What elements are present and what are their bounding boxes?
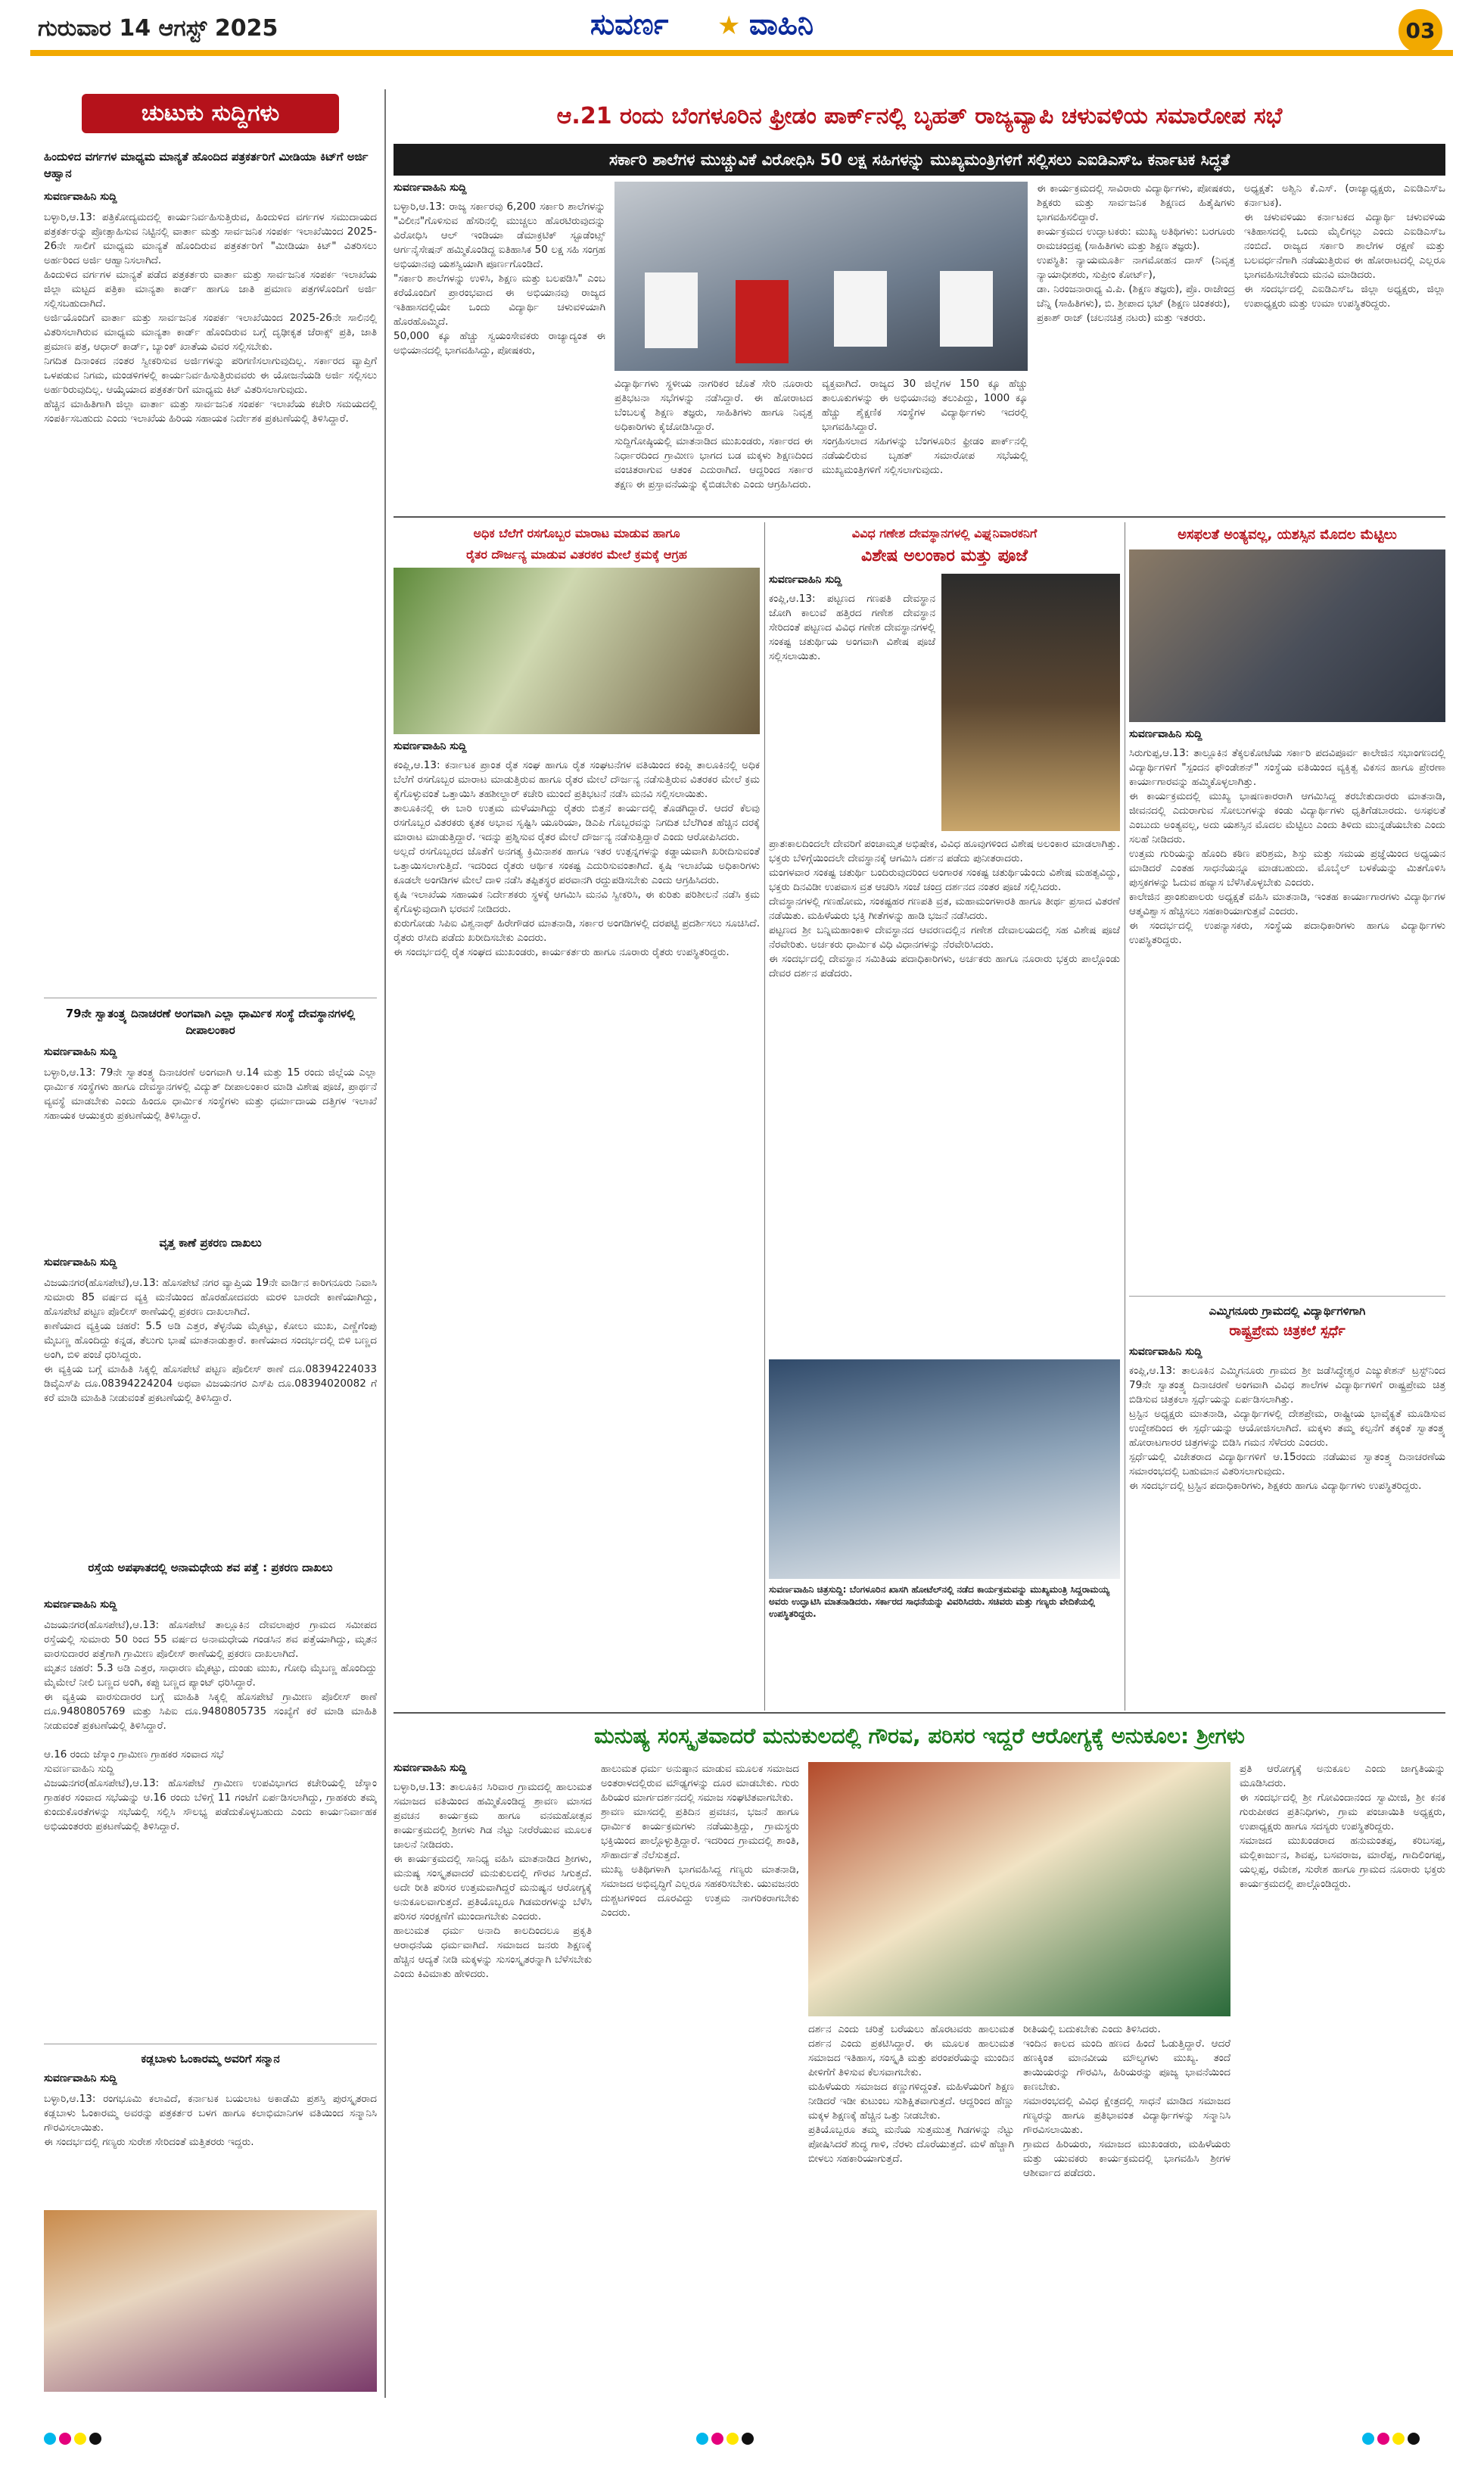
ganesha-byline: ಸುವರ್ಣವಾಹಿನಿ ಸುದ್ದಿ bbox=[769, 574, 842, 586]
issue-date: ಗುರುವಾರ 14 ಆಗಸ್ಟ್ 2025 bbox=[38, 15, 278, 42]
lead-col3: ವ್ಯಕ್ತವಾಗಿದೆ. ರಾಜ್ಯದ 30 ಜಿಲ್ಲೆಗಳ 150 ಕ್ಕೂ ಹೆಚ್ಚು ತಾಲೂಕುಗಳನ್ನು ಈ ಅಭಿಯಾನವು ತಲುಪಿದ್ದು, 1000 ಕ್ಕೂ ಹೆಚ್ಚು ಶೈಕ್ಷಣಿಕ ಸಂಸ್ಥೆಗಳ ವಿದ್ಯಾರ್ಥಿಗಳು ಇದರಲ್ಲಿ ಭಾಗವಹಿಸಿದ್ದಾರೆ. ಸಂಗ್ರಹಿಸಲಾದ ಸಹಿಗಳನ್ನು ಬೆಂಗಳೂರಿನ ಫ್ರೀಡಂ ಪಾರ್ಕ್‌ನಲ್ಲಿ ನಡೆಯಲಿರುವ ಬೃಹತ್ ಸಮಾರೋಪ ಸಭೆಯಲ್ಲಿ ಮುಖ್ಯಮಂತ್ರಿಗಳಿಗೆ ಸಲ್ಲಿಸಲಾಗುವುದು. bbox=[822, 378, 1028, 476]
registration-marks-left bbox=[44, 2433, 142, 2448]
left-story3-byline: ಸುವರ್ಣವಾಹಿನಿ ಸುದ್ದಿ bbox=[44, 1256, 117, 1269]
art-headline-line2: ರಾಷ್ಟ್ರಪ್ರೇಮ ಚಿತ್ರಕಲೆ ಸ್ಪರ್ಧೆ bbox=[1229, 1323, 1346, 1339]
left-story2-headline: 79ನೇ ಸ್ವಾತಂತ್ರ್ಯ ದಿನಾಚರಣೆ ಅಂಗವಾಗಿ ಎಲ್ಲಾ ಧಾರ್ಮಿಕ ಸಂಸ್ಥೆ ದೇವಸ್ಥಾನಗಳಲ್ಲಿ ದೀಪಾಲಂಕಾರ bbox=[65, 1007, 356, 1037]
placard-centre bbox=[736, 280, 789, 363]
masthead-left: ಸುವರ್ಣ bbox=[590, 8, 669, 41]
ganesha-idol-photo bbox=[941, 574, 1120, 831]
left-story1-body: ಬಳ್ಳಾರಿ,ಆ.13: ಪತ್ರಿಕೋದ್ಯಮದಲ್ಲಿ ಕಾರ್ಯನಿರ್ವಹಿಸುತ್ತಿರುವ, ಹಿಂದುಳಿದ ವರ್ಗಗಳ ಸಮುದಾಯದ ಪತ್ರಕರ್ತರನ್ನು ಪ್ರೋತ್ಸಾಹಿಸುವ ನಿಟ್ಟಿನಲ್ಲಿ ವಾರ್ತಾ ಮತ್ತು ಸಾರ್ವಜನಿಕ ಸಂಪರ್ಕ ಇಲಾಖೆಯಿಂದ 2025-26ನೇ ಸಾಲಿಗೆ ಮಾಧ್ಯಮ ಮಾನ್ಯತೆ ಹೊಂದಿರುವ ಪತ್ರಕರ್ತರಿಗೆ "ಮೀಡಿಯಾ ಕಿಟ್" ವಿತರಿಸಲು ಅರ್ಹರಿಂದ ಅರ್ಜಿ ಆಹ್ವಾನಿಸಲಾಗಿದೆ. ಹಿಂದುಳಿದ ವರ್ಗಗಳ ಮಾನ್ಯತೆ ಪಡೆದ ಪತ್ರಕರ್ತರು ವಾರ್ತಾ ಮತ್ತು ಸಾರ್ವಜನಿಕ ಸಂಪರ್ಕ ಇಲಾಖೆಯ ಜಿಲ್ಲಾ ಮಟ್ಟದ ಪತ್ರಿಕಾ ಮಾನ್ಯತಾ ಕಾರ್ಡ್ ಹಾಗೂ ಜಾತಿ ಪ್ರಮಾಣ ಪತ್ರಗಳೊಂದಿಗೆ ಅರ್ಜಿ ಸಲ್ಲಿಸಬಹುದಾಗಿದೆ. ಅರ್ಜಿಯೊಂದಿಗೆ ವಾರ್ತಾ ಮತ್ತು ಸಾರ್ವಜನಿಕ ಸಂಪರ್ಕ ಇಲಾಖೆಯಿಂದ 2025-26ನೇ ಸಾಲಿನಲ್ಲಿ ವಿತರಿಸಲಾಗಿರುವ ಮಾಧ್ಯಮ ಮಾನ್ಯತಾ ಕಾರ್ಡ್ ಹೊಂದಿರುವ ಬಗ್ಗೆ ದೃಢೀಕೃತ ಜೆರಾಕ್ಸ್ ಪ್ರತಿ, ಜಾತಿ ಪ್ರಮಾಣ ಪತ್ರ, ಆಧಾರ್ ಕಾರ್ಡ್, ಬ್ಯಾಂಕ್ ಖಾತೆಯ ವಿವರ ಸಲ್ಲಿಸಬೇಕು. ನಿಗದಿತ ದಿನಾಂಕದ ನಂತರ ಸ್ವೀಕರಿಸುವ ಅರ್ಜಿಗಳನ್ನು ಪರಿಗಣಿಸಲಾಗುವುದಿಲ್ಲ. ಸರ್ಕಾರದ ವ್ಯಾಪ್ತಿಗೆ ಒಳಪಡುವ ನಿಗಮ, ಮಂಡಳಿಗಳಲ್ಲಿ ಕಾರ್ಯನಿರ್ವಹಿಸುತ್ತಿರುವವರು ಈ ಯೋಜನೆಯಡಿ ಅರ್ಜಿ ಸಲ್ಲಿಸಲು ಅರ್ಹರಿರುವುದಿಲ್ಲ. ಆಯ್ಕೆಯಾದ ಪತ್ರಕರ್ತರಿಗೆ ಮಾಧ್ಯಮ ಕಿಟ್ ವಿತರಿಸಲಾಗುವುದು. ಹೆಚ್ಚಿನ ಮಾಹಿತಿಗಾಗಿ ಜಿಲ್ಲಾ ವಾರ್ತಾ ಮತ್ತು ಸಾರ್ವಜನಿಕ ಸಂಪರ್ಕ ಇಲಾಖೆಯ ಕಚೇರಿ ಸಮಯದಲ್ಲಿ ಸಂಪರ್ಕಿಸಬಹುದು ಎಂದು ಇಲಾಖೆಯ ಹಿರಿಯ ಸಹಾಯಕ ನಿರ್ದೇಶಕ ಪ್ರಕಟಣೆಯಲ್ಲಿ ತಿಳಿಸಿದ್ದಾರೆ. bbox=[44, 211, 377, 425]
lead-col4: ಈ ಕಾರ್ಯಕ್ರಮದಲ್ಲಿ ಸಾವಿರಾರು ವಿದ್ಯಾರ್ಥಿಗಳು, ಪೋಷಕರು, ಶಿಕ್ಷಕರು ಮತ್ತು ಸಾರ್ವಜನಿಕ ಶಿಕ್ಷಣದ ಹಿತೈಷಿಗಳು ಭಾಗವಹಿಸಲಿದ್ದಾರೆ. ಕಾರ್ಯಕ್ರಮದ ಉದ್ಘಾಟಕರು: ಮುಖ್ಯ ಅತಿಥಿಗಳು: ಬರಗೂರು ರಾಮಚಂದ್ರಪ್ಪ (ಸಾಹಿತಿಗಳು ಮತ್ತು ಶಿಕ್ಷಣ ತಜ್ಞರು). ಉಪಸ್ಥಿತಿ: ನ್ಯಾಯಮೂರ್ತಿ ನಾಗಮೋಹನ ದಾಸ್ (ನಿವೃತ್ತ ನ್ಯಾಯಾಧೀಶರು, ಸುಪ್ರೀಂ ಕೋರ್ಟ್), ಡಾ. ನಿರಂಜನಾರಾಧ್ಯ ವಿ.ಪಿ. (ಶಿಕ್ಷಣ ತಜ್ಞರು), ಪ್ರೊ. ರಾಜೇಂದ್ರ ಚೆನ್ನಿ (ಸಾಹಿತಿಗಳು), ಬಿ. ಶ್ರೀಪಾದ ಭಟ್ (ಶಿಕ್ಷಣ ಚಿಂತಕರು), ಪ್ರಕಾಶ್ ರಾಜ್ (ಚಲನಚಿತ್ರ ನಟರು) ಮತ್ತು ಇತರರು. bbox=[1037, 182, 1235, 324]
left-story5-byline: ಸುವರ್ಣವಾಹಿನಿ ಸುದ್ದಿ bbox=[44, 2072, 117, 2084]
right-divider bbox=[1129, 1296, 1445, 1297]
cm-event-caption: ಸುವರ್ಣವಾಹಿನಿ ಚಿತ್ರಸುದ್ದಿ: ಬೆಂಗಳೂರಿನ ಖಾಸಗಿ ಹೋಟೆಲ್‌ನಲ್ಲಿ ನಡೆದ ಕಾರ್ಯಕ್ರಮವನ್ನು ಮುಖ್ಯಮಂತ್ರಿ ಸಿದ್ದರಾಮಯ್ಯ ಅವರು ಉದ್ಘಾಟಿಸಿ ಮಾತನಾಡಿದರು. ಸರ್ಕಾರದ ಸಾಧನೆಯನ್ನು ವಿವರಿಸಿದರು. ಸಚಿವರು ಮತ್ತು ಗಣ್ಯರು ವೇದಿಕೆಯಲ್ಲಿ ಉಪಸ್ಥಿತರಿದ್ದರು. bbox=[769, 1584, 1110, 1619]
column-rule-mid1 bbox=[764, 522, 765, 1711]
farmers-headline-line2: ರೈತರ ದೌರ್ಜನ್ಯ ಮಾಡುವ ವಿತರಕರ ಮೇಲೆ ಕ್ರಮಕ್ಕೆ ಆಗ್ರಹ bbox=[466, 547, 687, 562]
registration-marks-centre bbox=[696, 2433, 795, 2448]
lead-col1: ಬಳ್ಳಾರಿ,ಆ.13: ರಾಜ್ಯ ಸರ್ಕಾರವು 6,200 ಸರ್ಕಾರಿ ಶಾಲೆಗಳನ್ನು "ವಿಲೀನ"ಗೊಳಿಸುವ ಹೆಸರಿನಲ್ಲಿ ಮುಚ್ಚಲು ಹೊರಟಿರುವುದನ್ನು ವಿರೋಧಿಸಿ ಆಲ್ ಇಂಡಿಯಾ ಡೆಮಾಕ್ರಟಿಕ್ ಸ್ಟೂಡೆಂಟ್ಸ್ ಆರ್ಗನೈಸೇಷನ್ ಹಮ್ಮಿಕೊಂಡಿದ್ದ ಐತಿಹಾಸಿಕ 50 ಲಕ್ಷ ಸಹಿ ಸಂಗ್ರಹ ಅಭಿಯಾನವು ಯಶಸ್ವಿಯಾಗಿ ಪೂರ್ಣಗೊಂಡಿದೆ. "ಸರ್ಕಾರಿ ಶಾಲೆಗಳನ್ನು ಉಳಿಸಿ, ಶಿಕ್ಷಣ ಮತ್ತು ಬಲಪಡಿಸಿ" ಎಂಬ ಕರೆಯೊಂದಿಗೆ ಪ್ರಾರಂಭವಾದ ಈ ಅಭಿಯಾನವು ರಾಜ್ಯದ ಇತಿಹಾಸದಲ್ಲಿಯೇ ಒಂದು ವಿದ್ಯಾರ್ಥಿ ಚಳುವಳಿಯಾಗಿ ಹೊರಹೊಮ್ಮಿದೆ. 50,000 ಕ್ಕೂ ಹೆಚ್ಚು ಸ್ವಯಂಸೇವಕರು ರಾಜ್ಯಾದ್ಯಂತ ಈ ಅಭಿಯಾನದಲ್ಲಿ ಭಾಗವಹಿಸಿದ್ದು, ಪೋಷಕರು, bbox=[394, 201, 605, 356]
lead-col2: ವಿದ್ಯಾರ್ಥಿಗಳು ಸ್ಥಳೀಯ ನಾಗರಿಕರ ಜೊತೆ ಸೇರಿ ನೂರಾರು ಪ್ರತಿಭಟನಾ ಸಭೆಗಳನ್ನು ನಡೆಸಿದ್ದಾರೆ. ಈ ಹೋರಾಟದ ಬೆಂಬಲಕ್ಕೆ ಶಿಕ್ಷಣ ತಜ್ಞರು, ಸಾಹಿತಿಗಳು ಹಾಗೂ ನಿವೃತ್ತ ಅಧಿಕಾರಿಗಳು ಕೈಜೋಡಿಸಿದ್ದಾರೆ. ಸುದ್ದಿಗೋಷ್ಠಿಯಲ್ಲಿ ಮಾತನಾಡಿದ ಮುಖಂಡರು, ಸರ್ಕಾರದ ಈ ನಿರ್ಧಾರದಿಂದ ಗ್ರಾಮೀಣ ಭಾಗದ ಬಡ ಮಕ್ಕಳು ಶಿಕ್ಷಣದಿಂದ ವಂಚಿತರಾಗುವ ಆತಂಕ ಎದುರಾಗಿದೆ. ಆದ್ದರಿಂದ ಸರ್ಕಾರ ತಕ್ಷಣ ಈ ಪ್ರಸ್ತಾವನೆಯನ್ನು ಕೈಬಿಡಬೇಕು ಎಂದು ಆಗ್ರಹಿಸಿದರು. bbox=[614, 378, 813, 490]
art-body: ಕಂಪ್ಲಿ,ಆ.13: ತಾಲೂಕಿನ ಎಮ್ಮಿಗನೂರು ಗ್ರಾಮದ ಶ್ರೀ ಜಡೆಸಿದ್ಧೇಶ್ವರ ಎಜ್ಯುಕೇಶನ್ ಟ್ರಸ್ಟ್‌ನಿಂದ 79ನೇ ಸ್ವಾತಂತ್ರ್ಯ ದಿನಾಚರಣೆ ಅಂಗವಾಗಿ ವಿವಿಧ ಶಾಲೆಗಳ ವಿದ್ಯಾರ್ಥಿಗಳಿಗೆ ರಾಷ್ಟ್ರಪ್ರೇಮ ಚಿತ್ರ ಬಿಡಿಸುವ ಚಿತ್ರಕಲಾ ಸ್ಪರ್ಧೆಯನ್ನು ಏರ್ಪಡಿಸಲಾಗಿತ್ತು. ಟ್ರಸ್ಟಿನ ಅಧ್ಯಕ್ಷರು ಮಾತನಾಡಿ, ವಿದ್ಯಾರ್ಥಿಗಳಲ್ಲಿ ದೇಶಪ್ರೇಮ, ರಾಷ್ಟ್ರೀಯ ಭಾವೈಕ್ಯತೆ ಮೂಡಿಸುವ ಉದ್ದೇಶದಿಂದ ಈ ಸ್ಪರ್ಧೆಯನ್ನು ಆಯೋಜಿಸಲಾಗಿದೆ. ಮಕ್ಕಳು ತಮ್ಮ ಕಲ್ಪನೆಗೆ ತಕ್ಕಂತೆ ಸ್ವಾತಂತ್ರ್ಯ ಹೋರಾಟಗಾರರ ಚಿತ್ರಗಳನ್ನು ಬಿಡಿಸಿ ಗಮನ ಸೆಳೆದರು ಎಂದರು. ಸ್ಪರ್ಧೆಯಲ್ಲಿ ವಿಜೇತರಾದ ವಿದ್ಯಾರ್ಥಿಗಳಿಗೆ ಆ.15ರಂದು ನಡೆಯುವ ಸ್ವಾತಂತ್ರ್ಯ ದಿನಾಚರಣೆಯ ಸಮಾರಂಭದಲ್ಲಿ ಬಹುಮಾನ ವಿತರಿಸಲಾಗುವುದು. ಈ ಸಂದರ್ಭದಲ್ಲಿ ಟ್ರಸ್ಟಿನ ಪದಾಧಿಕಾರಿಗಳು, ಶಿಕ್ಷಕರು ಹಾಗೂ ವಿದ್ಯಾರ್ಥಿಗಳು ಉಪಸ್ಥಿತರಿದ್ದರು. bbox=[1129, 1365, 1445, 1492]
placard-right-2 bbox=[940, 271, 993, 347]
bottom-col3: ದರ್ಶನ ಎಂದು ಚರಿತ್ರೆ ಬರೆಯಲು ಹೊರಟವರು ಹಾಲುಮತ ದರ್ಶನ ಎಂದು ಪ್ರಕಟಿಸಿದ್ದಾರೆ. ಈ ಮೂಲಕ ಹಾಲುಮತ ಸಮಾಜದ ಇತಿಹಾಸ, ಸಂಸ್ಕೃತಿ ಮತ್ತು ಪರಂಪರೆಯನ್ನು ಮುಂದಿನ ಪೀಳಿಗೆಗೆ ತಿಳಿಸುವ ಕೆಲಸವಾಗಬೇಕು. ಮಹಿಳೆಯರು ಸಮಾಜದ ಕಣ್ಣುಗಳಿದ್ದಂತೆ. ಮಹಿಳೆಯರಿಗೆ ಶಿಕ್ಷಣ ನೀಡಿದರೆ ಇಡೀ ಕುಟುಂಬ ಸುಶಿಕ್ಷಿತವಾಗುತ್ತದೆ. ಆದ್ದರಿಂದ ಹೆಣ್ಣು ಮಕ್ಕಳ ಶಿಕ್ಷಣಕ್ಕೆ ಹೆಚ್ಚಿನ ಒತ್ತು ನೀಡಬೇಕು. ಪ್ರತಿಯೊಬ್ಬರೂ ತಮ್ಮ ಮನೆಯ ಸುತ್ತಮುತ್ತ ಗಿಡಗಳನ್ನು ನೆಟ್ಟು ಪೋಷಿಸಿದರೆ ಶುದ್ಧ ಗಾಳಿ, ನೆರಳು ದೊರೆಯುತ್ತದೆ. ಮಳೆ ಹೆಚ್ಚಾಗಿ ಬೀಳಲು ಸಹಕಾರಿಯಾಗುತ್ತದೆ. bbox=[808, 2023, 1014, 2165]
header-bar bbox=[30, 50, 1453, 56]
art-headline-line1: ಎಮ್ಮಿಗನೂರು ಗ್ರಾಮದಲ್ಲಿ ವಿದ್ಯಾರ್ಥಿಗಳಿಗಾಗಿ bbox=[1209, 1304, 1366, 1318]
column-rule-left bbox=[384, 89, 386, 2398]
left-story2-body: ಬಳ್ಳಾರಿ,ಆ.13: 79ನೇ ಸ್ವಾತಂತ್ರ್ಯ ದಿನಾಚರಣೆ ಅಂಗವಾಗಿ ಆ.14 ಮತ್ತು 15 ರಂದು ಜಿಲ್ಲೆಯ ಎಲ್ಲಾ ಧಾರ್ಮಿಕ ಸಂಸ್ಥೆಗಳು ಹಾಗೂ ದೇವಸ್ಥಾನಗಳಲ್ಲಿ ವಿದ್ಯುತ್ ದೀಪಾಲಂಕಾರ ಮಾಡಿ ವಿಶೇಷ ಪೂಜೆ, ಪ್ರಾರ್ಥನೆ ವ್ಯವಸ್ಥೆ ಮಾಡಬೇಕು ಎಂದು ಹಿಂದೂ ಧಾರ್ಮಿಕ ಸಂಸ್ಥೆಗಳು ಮತ್ತು ಧರ್ಮಾದಾಯ ದತ್ತಿಗಳ ಇಲಾಖೆ ಸಹಾಯಕ ಆಯುಕ್ತರು ಪ್ರಕಟಣೆಯಲ್ಲಿ ತಿಳಿಸಿದ್ದಾರೆ. bbox=[44, 1066, 377, 1122]
left-story1-headline: ಹಿಂದುಳಿದ ವರ್ಗಗಳ ಮಾಧ್ಯಮ ಮಾನ್ಯತೆ ಹೊಂದಿದ ಪತ್ರಕರ್ತರಿಗೆ ಮೀಡಿಯಾ ಕಿಟ್‌ಗೆ ಅರ್ಜಿ ಆಹ್ವಾನ bbox=[44, 150, 369, 180]
felicitation-photo bbox=[44, 2210, 377, 2392]
bottom-col1: ಬಳ್ಳಾರಿ,ಆ.13: ತಾಲೂಕಿನ ಸಿರಿವಾರ ಗ್ರಾಮದಲ್ಲಿ ಹಾಲುಮತ ಸಮಾಜದ ವತಿಯಿಂದ ಹಮ್ಮಿಕೊಂಡಿದ್ದ ಶ್ರಾವಣ ಮಾಸದ ಪ್ರವಚನ ಕಾರ್ಯಕ್ರಮ ಹಾಗೂ ವನಮಹೋತ್ಸವ ಕಾರ್ಯಕ್ರಮದಲ್ಲಿ ಶ್ರೀಗಳು ಗಿಡ ನೆಟ್ಟು ನೀರೆರೆಯುವ ಮೂಲಕ ಚಾಲನೆ ನೀಡಿದರು. ಈ ಕಾರ್ಯಕ್ರಮದಲ್ಲಿ ಸಾನಿಧ್ಯ ವಹಿಸಿ ಮಾತನಾಡಿದ ಶ್ರೀಗಳು, ಮನುಷ್ಯ ಸಂಸ್ಕೃತವಾದರೆ ಮನುಕುಲದಲ್ಲಿ ಗೌರವ ಸಿಗುತ್ತದೆ. ಅದೇ ರೀತಿ ಪರಿಸರ ಉತ್ತಮವಾಗಿದ್ದರೆ ಮನುಷ್ಯನ ಆರೋಗ್ಯಕ್ಕೆ ಅನುಕೂಲವಾಗುತ್ತದೆ. ಪ್ರತಿಯೊಬ್ಬರೂ ಗಿಡಮರಗಳನ್ನು ಬೆಳೆಸಿ ಪರಿಸರ ಸಂರಕ್ಷಣೆಗೆ ಮುಂದಾಗಬೇಕು ಎಂದರು. ಹಾಲುಮತ ಧರ್ಮ ಅನಾದಿ ಕಾಲದಿಂದಲೂ ಪ್ರಕೃತಿ ಆರಾಧನೆಯ ಧರ್ಮವಾಗಿದೆ. ಸಮಾಜದ ಜನರು ಶಿಕ್ಷಣಕ್ಕೆ ಹೆಚ್ಚಿನ ಆದ್ಯತೆ ನೀಡಿ ಮಕ್ಕಳನ್ನು ಸುಸಂಸ್ಕೃತರನ್ನಾಗಿ ಬೆಳೆಸಬೇಕು ಎಂದು ಕಿವಿಮಾತು ಹೇಳಿದರು. bbox=[394, 1781, 592, 1980]
left-story4-byline: ಸುವರ್ಣವಾಹಿನಿ ಸುದ್ದಿ bbox=[44, 1599, 117, 1611]
masthead bbox=[590, 5, 908, 50]
lead-headline: ಆ.21 ರಂದು ಬೆಂಗಳೂರಿನ ಫ್ರೀಡಂ ಪಾರ್ಕ್‌ನಲ್ಲಿ ಬೃಹತ್ ರಾಜ್ಯವ್ಯಾಪಿ ಚಳುವಳಿಯ ಸಮಾರೋಪ ಸಭೆ bbox=[556, 103, 1283, 129]
workshop-photo bbox=[1129, 550, 1445, 722]
art-byline: ಸುವರ್ಣವಾಹಿನಿ ಸುದ್ದಿ bbox=[1129, 1346, 1202, 1358]
farmers-headline-line1: ಅಧಿಕ ಬೆಲೆಗೆ ರಸಗೊಬ್ಬರ ಮಾರಾಟ ಮಾಡುವ ಹಾಗೂ bbox=[473, 526, 680, 540]
placard-left bbox=[645, 272, 698, 348]
left-story4-body: ವಿಜಯನಗರ(ಹೊಸಪೇಟೆ),ಆ.13: ಹೊಸಪೇಟೆ ತಾಲ್ಲೂಕಿನ ದೇವಲಾಪುರ ಗ್ರಾಮದ ಸಮೀಪದ ರಸ್ತೆಯಲ್ಲಿ ಸುಮಾರು 50 ರಿಂದ 55 ವರ್ಷದ ಅನಾಮಧೇಯ ಗಂಡಸಿನ ಶವ ಪತ್ತೆಯಾಗಿದ್ದು, ಮೃತನ ವಾರಸುದಾರರ ಪತ್ತೆಗಾಗಿ ಗ್ರಾಮೀಣ ಪೊಲೀಸ್ ಠಾಣೆಯಲ್ಲಿ ಪ್ರಕರಣ ದಾಖಲಾಗಿದೆ. ಮೃತನ ಚಹರೆ: 5.3 ಅಡಿ ಎತ್ತರ, ಸಾಧಾರಣ ಮೈಕಟ್ಟು, ದುಂಡು ಮುಖ, ಗೋಧಿ ಮೈಬಣ್ಣ ಹೊಂದಿದ್ದು ಮೈಮೇಲೆ ನೀಲಿ ಬಣ್ಣದ ಅಂಗಿ, ಕಪ್ಪು ಬಣ್ಣದ ಪ್ಯಾಂಟ್ ಧರಿಸಿದ್ದಾರೆ. ಈ ವ್ಯಕ್ತಿಯ ವಾರಸುದಾರರ ಬಗ್ಗೆ ಮಾಹಿತಿ ಸಿಕ್ಕಲ್ಲಿ ಹೊಸಪೇಟೆ ಗ್ರಾಮೀಣ ಪೊಲೀಸ್ ಠಾಣೆ ದೂ.9480805769 ಮತ್ತು ಸಿಪಿಐ ದೂ.9480805735 ಸಂಖ್ಯೆಗೆ ಕರೆ ಮಾಡಿ ಮಾಹಿತಿ ನೀಡುವಂತೆ ಪ್ರಕಟಣೆಯಲ್ಲಿ ತಿಳಿಸಿದ್ದಾರೆ. ಆ.16 ರಂದು ಜೆಸ್ಕಾಂ ಗ್ರಾಮೀಣ ಗ್ರಾಹಕರ ಸಂವಾದ ಸಭೆ ಸುವರ್ಣವಾಹಿನಿ ಸುದ್ದಿ ವಿಜಯನಗರ(ಹೊಸಪೇಟೆ),ಆ.13: ಹೊಸಪೇಟೆ ಗ್ರಾಮೀಣ ಉಪವಿಭಾಗದ ಕಚೇರಿಯಲ್ಲಿ ಜೆಸ್ಕಾಂ ಗ್ರಾಹಕರ ಸಂವಾದ ಸಭೆಯನ್ನು ಆ.16 ರಂದು ಬೆಳಿಗ್ಗೆ 11 ಗಂಟೆಗೆ ಏರ್ಪಡಿಸಲಾಗಿದ್ದು, ಗ್ರಾಹಕರು ತಮ್ಮ ಕುಂದುಕೊರತೆಗಳನ್ನು ಸಭೆಯಲ್ಲಿ ಸಲ್ಲಿಸಿ ಸೌಲಭ್ಯ ಪಡೆದುಕೊಳ್ಳಬಹುದು ಎಂದು ಕಾರ್ಯನಿರ್ವಾಹಕ ಅಭಿಯಂತರರು ಪ್ರಕಟಣೆಯಲ್ಲಿ ತಿಳಿಸಿದ್ದಾರೆ. bbox=[44, 1619, 377, 1832]
tree-planting-photo bbox=[808, 1762, 1230, 2016]
lead-col5: ಅಧ್ಯಕ್ಷತೆ: ಅಶ್ವಿನಿ ಕೆ.ಎಸ್. (ರಾಜ್ಯಾಧ್ಯಕ್ಷರು, ಎಐಡಿಎಸ್‌ಒ ಕರ್ನಾಟಕ). ಈ ಚಳುವಳಿಯು ಕರ್ನಾಟಕದ ವಿದ್ಯಾರ್ಥಿ ಚಳುವಳಿಯ ಇತಿಹಾಸದಲ್ಲಿ ಒಂದು ಮೈಲಿಗಲ್ಲು ಎಂದು ಎಐಡಿಎಸ್‌ಒ ನಂಬಿದೆ. ರಾಜ್ಯದ ಸರ್ಕಾರಿ ಶಾಲೆಗಳ ರಕ್ಷಣೆ ಮತ್ತು ಬಲವರ್ಧನೆಗಾಗಿ ನಡೆಯುತ್ತಿರುವ ಈ ಹೋರಾಟದಲ್ಲಿ ಎಲ್ಲರೂ ಭಾಗವಹಿಸಬೇಕೆಂದು ಮನವಿ ಮಾಡಿದರು. ಈ ಸಂದರ್ಭದಲ್ಲಿ ಎಐಡಿಎಸ್‌ಒ ಜಿಲ್ಲಾ ಅಧ್ಯಕ್ಷರು, ಜಿಲ್ಲಾ ಉಪಾಧ್ಯಕ್ಷರು ಮತ್ತು ಉಮಾ ಉಪಸ್ಥಿತರಿದ್ದರು. bbox=[1244, 182, 1445, 310]
registration-marks-right bbox=[1362, 2433, 1461, 2448]
lead-subheadline-bar bbox=[394, 144, 1445, 176]
failure-body: ಸಿರುಗುಪ್ಪ,ಆ.13: ತಾಲ್ಲೂಕಿನ ತೆಕ್ಕಲಕೋಟೆಯ ಸರ್ಕಾರಿ ಪದವಿಪೂರ್ವ ಕಾಲೇಜಿನ ಸಭಾಂಗಣದಲ್ಲಿ ವಿದ್ಯಾರ್ಥಿಗಳಿಗೆ "ಸ್ಪಂದನ ಫೌಂಡೇಶನ್" ಸಂಸ್ಥೆಯ ವತಿಯಿಂದ ವ್ಯಕ್ತಿತ್ವ ವಿಕಸನ ಹಾಗೂ ಪ್ರೇರಣಾ ಕಾರ್ಯಾಗಾರವನ್ನು ಹಮ್ಮಿಕೊಳ್ಳಲಾಗಿತ್ತು. ಈ ಕಾರ್ಯಕ್ರಮದಲ್ಲಿ ಮುಖ್ಯ ಭಾಷಣಕಾರರಾಗಿ ಆಗಮಿಸಿದ್ದ ತರಬೇತುದಾರರು ಮಾತನಾಡಿ, ಜೀವನದಲ್ಲಿ ಎದುರಾಗುವ ಸೋಲುಗಳನ್ನು ಕಂಡು ವಿದ್ಯಾರ್ಥಿಗಳು ಧೃತಿಗೆಡಬಾರದು. ಅಸಫಲತೆ ಎಂಬುದು ಅಂತ್ಯವಲ್ಲ, ಅದು ಯಶಸ್ಸಿನ ಮೊದಲ ಮೆಟ್ಟಿಲು ಎಂದು ತಿಳಿದು ಮುನ್ನಡೆಯಬೇಕು ಎಂದು ಸಲಹೆ ನೀಡಿದರು. ಉತ್ತಮ ಗುರಿಯನ್ನು ಹೊಂದಿ ಕಠಿಣ ಪರಿಶ್ರಮ, ಶಿಸ್ತು ಮತ್ತು ಸಮಯ ಪ್ರಜ್ಞೆಯಿಂದ ಅಧ್ಯಯನ ಮಾಡಿದರೆ ಎಂತಹ ಸಾಧನೆಯನ್ನೂ ಮಾಡಬಹುದು. ಮೊಬೈಲ್ ಬಳಕೆಯನ್ನು ಮಿತಗೊಳಿಸಿ ಪುಸ್ತಕಗಳನ್ನು ಓದುವ ಹವ್ಯಾಸ ಬೆಳೆಸಿಕೊಳ್ಳಬೇಕು ಎಂದರು. ಕಾಲೇಜಿನ ಪ್ರಾಂಶುಪಾಲರು ಅಧ್ಯಕ್ಷತೆ ವಹಿಸಿ ಮಾತನಾಡಿ, ಇಂತಹ ಕಾರ್ಯಾಗಾರಗಳು ವಿದ್ಯಾರ್ಥಿಗಳ ಆತ್ಮವಿಶ್ವಾಸ ಹೆಚ್ಚಿಸಲು ಸಹಕಾರಿಯಾಗುತ್ತವೆ ಎಂದರು. ಈ ಸಂದರ್ಭದಲ್ಲಿ ಉಪನ್ಯಾಸಕರು, ಸಂಸ್ಥೆಯ ಪದಾಧಿಕಾರಿಗಳು ಹಾಗೂ ವಿದ್ಯಾರ್ಥಿಗಳು ಉಪಸ್ಥಿತರಿದ್ದರು. bbox=[1129, 747, 1445, 946]
ganesha-headline-line2: ವಿಶೇಷ ಅಲಂಕಾರ ಮತ್ತು ಪೂಜೆ bbox=[860, 546, 1028, 565]
left-story1-byline: ಸುವರ್ಣವಾಹಿನಿ ಸುದ್ದಿ bbox=[44, 191, 117, 203]
lead-divider bbox=[394, 516, 1445, 518]
left-story2-byline: ಸುವರ್ಣವಾಹಿನಿ ಸುದ್ದಿ bbox=[44, 1046, 117, 1058]
left-story3-headline: ವೃತ್ತ ಕಾಣೆ ಪ್ರಕರಣ ದಾಖಲು bbox=[159, 1236, 262, 1250]
ganesha-headline-line1: ವಿವಿಧ ಗಣೇಶ ದೇವಸ್ಥಾನಗಳಲ್ಲಿ ವಿಘ್ನನಿವಾರಕನಿಗೆ bbox=[851, 526, 1038, 540]
ganesha-body: ಪ್ರಾತಃಕಾಲದಿಂದಲೇ ದೇವರಿಗೆ ಪಂಚಾಮೃತ ಅಭಿಷೇಕ, ವಿವಿಧ ಹೂವುಗಳಿಂದ ವಿಶೇಷ ಅಲಂಕಾರ ಮಾಡಲಾಗಿತ್ತು. ಭಕ್ತರು ಬೆಳಿಗ್ಗೆಯಿಂದಲೇ ದೇವಸ್ಥಾನಕ್ಕೆ ಆಗಮಿಸಿ ದರ್ಶನ ಪಡೆದು ಪುನೀತರಾದರು. ಮಂಗಳವಾರ ಸಂಕಷ್ಟ ಚತುರ್ಥಿ ಬಂದಿರುವುದರಿಂದ ಅಂಗಾರಕ ಸಂಕಷ್ಟ ಚತುರ್ಥಿಯೆಂದು ವಿಶೇಷ ಮಹತ್ವವಿದ್ದು, ಭಕ್ತರು ದಿನವಿಡೀ ಉಪವಾಸ ವ್ರತ ಆಚರಿಸಿ ಸಂಜೆ ಚಂದ್ರ ದರ್ಶನದ ನಂತರ ಪೂಜೆ ಸಲ್ಲಿಸಿದರು. ದೇವಸ್ಥಾನಗಳಲ್ಲಿ ಗಣಹೋಮ, ಸಂಕಷ್ಟಹರ ಗಣಪತಿ ವ್ರತ, ಮಹಾಮಂಗಳಾರತಿ ಹಾಗೂ ತೀರ್ಥ ಪ್ರಸಾದ ವಿತರಣೆ ನಡೆಯಿತು. ಮಹಿಳೆಯರು ಭಕ್ತಿ ಗೀತೆಗಳನ್ನು ಹಾಡಿ ಭಜನೆ ನಡೆಸಿದರು. ಪಟ್ಟಣದ ಶ್ರೀ ಬನ್ನಿಮಹಾಂಕಾಳಿ ದೇವಸ್ಥಾನದ ಆವರಣದಲ್ಲಿನ ಗಣೇಶ ದೇವಾಲಯದಲ್ಲಿ ಸಹ ವಿಶೇಷ ಪೂಜೆ ನೆರವೇರಿತು. ಅರ್ಚಕರು ಧಾರ್ಮಿಕ ವಿಧಿ ವಿಧಾನಗಳನ್ನು ನೆರವೇರಿಸಿದರು. ಈ ಸಂದರ್ಭದಲ್ಲಿ ದೇವಸ್ಥಾನ ಸಮಿತಿಯ ಪದಾಧಿಕಾರಿಗಳು, ಅರ್ಚಕರು ಹಾಗೂ ನೂರಾರು ಭಕ್ತರು ಪಾಲ್ಗೊಂಡು ದೇವರ ದರ್ಶನ ಪಡೆದರು. bbox=[769, 838, 1120, 979]
page-number: 03 bbox=[1398, 9, 1442, 53]
left-story3-body: ವಿಜಯನಗರ(ಹೊಸಪೇಟೆ),ಆ.13: ಹೊಸಪೇಟೆ ನಗರ ವ್ಯಾಪ್ತಿಯ 19ನೇ ವಾರ್ಡಿನ ಕಾರಿಗನೂರು ನಿವಾಸಿ ಸುಮಾರು 85 ವರ್ಷದ ವ್ಯಕ್ತಿ ಮನೆಯಿಂದ ಹೊರಹೋದವರು ಮರಳಿ ಬಾರದೇ ಕಾಣೆಯಾಗಿದ್ದು, ಹೊಸಪೇಟೆ ಪಟ್ಟಣ ಪೊಲೀಸ್ ಠಾಣೆಯಲ್ಲಿ ಪ್ರಕರಣ ದಾಖಲಾಗಿದೆ. ಕಾಣೆಯಾದ ವ್ಯಕ್ತಿಯ ಚಹರೆ: 5.5 ಅಡಿ ಎತ್ತರ, ತೆಳ್ಳನೆಯ ಮೈಕಟ್ಟು, ಕೋಲು ಮುಖ, ಎಣ್ಣೆಗೆಂಪು ಮೈಬಣ್ಣ ಹೊಂದಿದ್ದು ಕನ್ನಡ, ತೆಲುಗು ಭಾಷೆ ಮಾತನಾಡುತ್ತಾರೆ. ಕಾಣೆಯಾದ ಸಂದರ್ಭದಲ್ಲಿ ಬಿಳಿ ಬಣ್ಣದ ಅಂಗಿ, ಬಿಳಿ ಪಂಚೆ ಧರಿಸಿದ್ದರು. ಈ ವ್ಯಕ್ತಿಯ ಬಗ್ಗೆ ಮಾಹಿತಿ ಸಿಕ್ಕಲ್ಲಿ ಹೊಸಪೇಟೆ ಪಟ್ಟಣ ಪೊಲೀಸ್ ಠಾಣೆ ದೂ.08394224033 ಡಿವೈಎಸ್‌ಪಿ ದೂ.08394224204 ಅಥವಾ ವಿಜಯನಗರ ಎಸ್‌ಪಿ ದೂ.08394020082 ಗೆ ಕರೆ ಮಾಡಿ ಮಾಹಿತಿ ನೀಡುವಂತೆ ಪ್ರಕಟಣೆಯಲ್ಲಿ ತಿಳಿಸಿದ್ದಾರೆ. bbox=[44, 1277, 377, 1404]
cm-event-photo bbox=[769, 1359, 1120, 1579]
left-story4-headline: ರಸ್ತೆಯ ಅಪಘಾತದಲ್ಲಿ ಅನಾಮಧೇಯ ಶವ ಪತ್ತೆ : ಪ್ರಕರಣ ದಾಖಲು bbox=[88, 1561, 333, 1574]
left-story5-headline: ಕಡ್ಲಬಾಳು ಓಂಕಾರಮ್ಮ ಅವರಿಗೆ ಸನ್ಮಾನ bbox=[141, 2052, 280, 2066]
bottom-col2: ಹಾಲುಮತ ಧರ್ಮ ಅನುಷ್ಠಾನ ಮಾಡುವ ಮೂಲಕ ಸಮಾಜದ ಅಂತರಾಳದಲ್ಲಿರುವ ಮೌಢ್ಯಗಳನ್ನು ದೂರ ಮಾಡಬೇಕು. ಗುರು ಹಿರಿಯರ ಮಾರ್ಗದರ್ಶನದಲ್ಲಿ ಸಮಾಜ ಸಂಘಟಿತವಾಗಬೇಕು. ಶ್ರಾವಣ ಮಾಸದಲ್ಲಿ ಪ್ರತಿದಿನ ಪ್ರವಚನ, ಭಜನೆ ಹಾಗೂ ಧಾರ್ಮಿಕ ಕಾರ್ಯಕ್ರಮಗಳು ನಡೆಯುತ್ತಿದ್ದು, ಗ್ರಾಮಸ್ಥರು ಭಕ್ತಿಯಿಂದ ಪಾಲ್ಗೊಳ್ಳುತ್ತಿದ್ದಾರೆ. ಇದರಿಂದ ಗ್ರಾಮದಲ್ಲಿ ಶಾಂತಿ, ಸೌಹಾರ್ದತೆ ನೆಲೆಸುತ್ತದೆ. ಮುಖ್ಯ ಅತಿಥಿಗಳಾಗಿ ಭಾಗವಹಿಸಿದ್ದ ಗಣ್ಯರು ಮಾತನಾಡಿ, ಸಮಾಜದ ಅಭಿವೃದ್ಧಿಗೆ ಎಲ್ಲರೂ ಸಹಕರಿಸಬೇಕು. ಯುವಜನರು ದುಶ್ಚಟಗಳಿಂದ ದೂರವಿದ್ದು ಉತ್ತಮ ನಾಗರಿಕರಾಗಬೇಕು ಎಂದರು. bbox=[601, 1763, 799, 1919]
section-title: ಚುಟುಕು ಸುದ್ದಿಗಳು bbox=[141, 100, 280, 126]
section-title-banner bbox=[82, 94, 339, 133]
failure-headline: ಅಸಫಲತೆ ಅಂತ್ಯವಲ್ಲ, ಯಶಸ್ಸಿನ ಮೊದಲ ಮೆಟ್ಟಿಲು bbox=[1178, 527, 1397, 543]
farmers-protest-photo bbox=[394, 568, 760, 734]
bottom-headline: ಮನುಷ್ಯ ಸಂಸ್ಕೃತವಾದರೆ ಮನುಕುಲದಲ್ಲಿ ಗೌರವ, ಪರಿಸರ ಇದ್ದರೆ ಆರೋಗ್ಯಕ್ಕೆ ಅನುಕೂಲ: ಶ್ರೀಗಳು bbox=[594, 1723, 1245, 1748]
lead-byline: ಸುವರ್ಣವಾಹಿನಿ ಸುದ್ದಿ bbox=[394, 182, 467, 194]
farmers-body: ಕಂಪ್ಲಿ,ಆ.13: ಕರ್ನಾಟಕ ಪ್ರಾಂತ ರೈತ ಸಂಘ ಹಾಗೂ ರೈತ ಸಂಘಟನೆಗಳ ವತಿಯಿಂದ ಕಂಪ್ಲಿ ತಾಲೂಕಿನಲ್ಲಿ ಅಧಿಕ ಬೆಲೆಗೆ ರಸಗೊಬ್ಬರ ಮಾರಾಟ ಮಾಡುತ್ತಿರುವ ಹಾಗೂ ರೈತರ ಮೇಲೆ ದೌರ್ಜನ್ಯ ನಡೆಸುತ್ತಿರುವ ವಿತರಕರ ಮೇಲೆ ಕ್ರಮ ಕೈಗೊಳ್ಳುವಂತೆ ಒತ್ತಾಯಿಸಿ ತಹಶೀಲ್ದಾರ್ ಕಚೇರಿ ಮುಂದೆ ಪ್ರತಿಭಟನೆ ನಡೆಸಿ ಮನವಿ ಸಲ್ಲಿಸಲಾಯಿತು. ತಾಲೂಕಿನಲ್ಲಿ ಈ ಬಾರಿ ಉತ್ತಮ ಮಳೆಯಾಗಿದ್ದು ರೈತರು ಬಿತ್ತನೆ ಕಾರ್ಯದಲ್ಲಿ ತೊಡಗಿದ್ದಾರೆ. ಆದರೆ ಕೆಲವು ರಸಗೊಬ್ಬರ ವಿತರಕರು ಕೃತಕ ಅಭಾವ ಸೃಷ್ಟಿಸಿ ಯೂರಿಯಾ, ಡಿಎಪಿ ಗೊಬ್ಬರವನ್ನು ನಿಗದಿತ ಬೆಲೆಗಿಂತ ಹೆಚ್ಚಿನ ದರಕ್ಕೆ ಮಾರಾಟ ಮಾಡುತ್ತಿದ್ದಾರೆ. ಇದನ್ನು ಪ್ರಶ್ನಿಸುವ ರೈತರ ಮೇಲೆ ದೌರ್ಜನ್ಯ ನಡೆಸುತ್ತಿದ್ದಾರೆ ಎಂದು ಆರೋಪಿಸಿದರು. ಅಲ್ಲದೆ ರಸಗೊಬ್ಬರದ ಜೊತೆಗೆ ಅನಗತ್ಯ ಕ್ರಿಮಿನಾಶಕ ಹಾಗೂ ಇತರ ಉತ್ಪನ್ನಗಳನ್ನು ಕಡ್ಡಾಯವಾಗಿ ಖರೀದಿಸುವಂತೆ ಒತ್ತಾಯಿಸಲಾಗುತ್ತಿದೆ. ಇದರಿಂದ ರೈತರು ಆರ್ಥಿಕ ಸಂಕಷ್ಟ ಎದುರಿಸುವಂತಾಗಿದೆ. ಕೃಷಿ ಇಲಾಖೆಯ ಅಧಿಕಾರಿಗಳು ಕೂಡಲೇ ಅಂಗಡಿಗಳ ಮೇಲೆ ದಾಳಿ ನಡೆಸಿ ತಪ್ಪಿತಸ್ಥರ ಪರವಾನಗಿ ರದ್ದುಪಡಿಸಬೇಕು ಎಂದು ಆಗ್ರಹಿಸಿದರು. ಕೃಷಿ ಇಲಾಖೆಯ ಸಹಾಯಕ ನಿರ್ದೇಶಕರು ಸ್ಥಳಕ್ಕೆ ಆಗಮಿಸಿ ಮನವಿ ಸ್ವೀಕರಿಸಿ, ಈ ಕುರಿತು ಪರಿಶೀಲನೆ ನಡೆಸಿ ಕ್ರಮ ಕೈಗೊಳ್ಳುವುದಾಗಿ ಭರವಸೆ ನೀಡಿದರು. ಕುರುಗೋಡು ಸಿಪಿಐ ವಿಶ್ವನಾಥ್ ಹಿರೇಗೌಡರ ಮಾತನಾಡಿ, ಸರ್ಕಾರ ಅಂಗಡಿಗಳಲ್ಲಿ ದರಪಟ್ಟಿ ಪ್ರದರ್ಶಿಸಲು ಸೂಚಿಸಿದೆ. ರೈತರು ರಸೀದಿ ಪಡೆದು ಖರೀದಿಸಬೇಕು ಎಂದರು. ಈ ಸಂದರ್ಭದಲ್ಲಿ ರೈತ ಸಂಘದ ಮುಖಂಡರು, ಕಾರ್ಯಕರ್ತರು ಹಾಗೂ ನೂರಾರು ರೈತರು ಉಪಸ್ಥಿತರಿದ್ದರು. bbox=[394, 759, 760, 958]
failure-byline: ಸುವರ್ಣವಾಹಿನಿ ಸುದ್ದಿ bbox=[1129, 728, 1202, 740]
lead-photo bbox=[614, 182, 1028, 371]
ganesha-intro: ಕಂಪ್ಲಿ,ಆ.13: ಪಟ್ಟಣದ ಗಣಪತಿ ದೇವಸ್ಥಾನ ಜೋಗಿ ಕಾಲುವೆ ಹತ್ತಿರದ ಗಣೇಶ ದೇವಸ್ಥಾನ ಸೇರಿದಂತೆ ಪಟ್ಟಣದ ವಿವಿಧ ಗಣೇಶ ದೇವಸ್ಥಾನಗಳಲ್ಲಿ ಸಂಕಷ್ಟ ಚತುರ್ಥಿಯ ಅಂಗವಾಗಿ ವಿಶೇಷ ಪೂಜೆ ಸಲ್ಲಿಸಲಾಯಿತು. bbox=[769, 593, 935, 662]
placard-right-1 bbox=[834, 271, 887, 347]
bottom-col4: ರೀತಿಯಲ್ಲಿ ಬದುಕಬೇಕು ಎಂದು ತಿಳಿಸಿದರು. ಇಂದಿನ ಕಾಲದ ಮಂದಿ ಹಣದ ಹಿಂದೆ ಓಡುತ್ತಿದ್ದಾರೆ. ಆದರೆ ಹಣಕ್ಕಿಂತ ಮಾನವೀಯ ಮೌಲ್ಯಗಳು ಮುಖ್ಯ. ತಂದೆ ತಾಯಿಯರನ್ನು ಗೌರವಿಸಿ, ಹಿರಿಯರನ್ನು ಪೂಜ್ಯ ಭಾವನೆಯಿಂದ ಕಾಣಬೇಕು. ಸಮಾರಂಭದಲ್ಲಿ ವಿವಿಧ ಕ್ಷೇತ್ರದಲ್ಲಿ ಸಾಧನೆ ಮಾಡಿದ ಸಮಾಜದ ಗಣ್ಯರನ್ನು ಹಾಗೂ ಪ್ರತಿಭಾವಂತ ವಿದ್ಯಾರ್ಥಿಗಳನ್ನು ಸನ್ಮಾನಿಸಿ ಗೌರವಿಸಲಾಯಿತು. ಗ್ರಾಮದ ಹಿರಿಯರು, ಸಮಾಜದ ಮುಖಂಡರು, ಮಹಿಳೆಯರು ಮತ್ತು ಯುವಕರು ಕಾರ್ಯಕ್ರಮದಲ್ಲಿ ಭಾಗವಹಿಸಿ ಶ್ರೀಗಳ ಆಶೀರ್ವಾದ ಪಡೆದರು. bbox=[1023, 2023, 1230, 2179]
lead-subheadline: ಸರ್ಕಾರಿ ಶಾಲೆಗಳ ಮುಚ್ಚುವಿಕೆ ವಿರೋಧಿಸಿ 50 ಲಕ್ಷ ಸಹಿಗಳನ್ನು ಮುಖ್ಯಮಂತ್ರಿಗಳಿಗೆ ಸಲ್ಲಿಸಲು ಎಐಡಿಎಸ್‌ಒ ಕರ್ನಾಟಕ ಸಿದ್ಧತೆ bbox=[609, 151, 1230, 169]
farmers-byline: ಸುವರ್ಣವಾಹಿನಿ ಸುದ್ದಿ bbox=[394, 740, 467, 752]
masthead-logo-icon: ★ bbox=[717, 11, 741, 41]
bottom-col5: ಪ್ರತಿ ಆರೋಗ್ಯಕ್ಕೆ ಅನುಕೂಲ ಎಂದು ಜಾಗೃತಿಯನ್ನು ಮೂಡಿಸಿದರು. ಈ ಸಂದರ್ಭದಲ್ಲಿ ಶ್ರೀ ಗೋವಿಂದಾನಂದ ಸ್ವಾಮೀಜಿ, ಶ್ರೀ ಕನಕ ಗುರುಪೀಠದ ಪ್ರತಿನಿಧಿಗಳು, ಗ್ರಾಮ ಪಂಚಾಯಿತಿ ಅಧ್ಯಕ್ಷರು, ಉಪಾಧ್ಯಕ್ಷರು ಹಾಗೂ ಸದಸ್ಯರು ಉಪಸ್ಥಿತರಿದ್ದರು. ಸಮಾಜದ ಮುಖಂಡರಾದ ಹನುಮಂತಪ್ಪ, ಕರಿಬಸಪ್ಪ, ಮಲ್ಲಿಕಾರ್ಜುನ, ಶಿವಪ್ಪ, ಬಸವರಾಜ, ಮಾರೆಪ್ಪ, ಗಾದಿಲಿಂಗಪ್ಪ, ಯಲ್ಲಪ್ಪ, ರಮೇಶ, ಸುರೇಶ ಹಾಗೂ ಗ್ರಾಮದ ನೂರಾರು ಭಕ್ತರು ಕಾರ್ಯಕ್ರಮದಲ್ಲಿ ಪಾಲ್ಗೊಂಡಿದ್ದರು. bbox=[1240, 1763, 1445, 1890]
left-story5-body: ಬಳ್ಳಾರಿ,ಆ.13: ರಂಗಭೂಮಿ ಕಲಾವಿದೆ, ಕರ್ನಾಟಕ ಬಯಲಾಟ ಅಕಾಡೆಮಿ ಪ್ರಶಸ್ತಿ ಪುರಸ್ಕೃತರಾದ ಕಡ್ಲಬಾಳು ಓಂಕಾರಮ್ಮ ಅವರನ್ನು ಪತ್ರಕರ್ತರ ಬಳಗ ಹಾಗೂ ಕಲಾಭಿಮಾನಿಗಳ ವತಿಯಿಂದ ಸನ್ಮಾನಿಸಿ ಗೌರವಿಸಲಾಯಿತು. ಈ ಸಂದರ್ಭದಲ್ಲಿ ಗಣ್ಯರು ಸುರೇಶ ಸೇರಿದಂತೆ ಮತ್ತಿತರರು ಇದ್ದರು. bbox=[44, 2093, 377, 2148]
masthead-right: ವಾಹಿನಿ bbox=[749, 8, 814, 41]
bottom-divider bbox=[394, 1712, 1445, 1714]
bottom-byline: ಸುವರ್ಣವಾಹಿನಿ ಸುದ್ದಿ bbox=[394, 1762, 467, 1774]
